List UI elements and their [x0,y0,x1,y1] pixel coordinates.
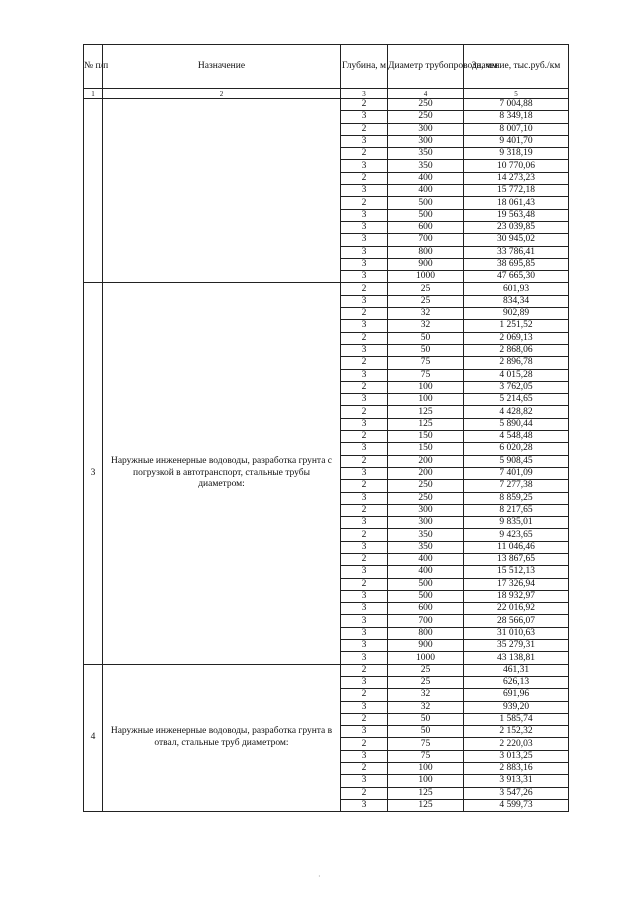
depth-cell: 3 [341,369,388,381]
value-cell: 23 039,85 [464,221,569,233]
value-cell: 17 326,94 [464,578,569,590]
value-cell: 2 152,32 [464,726,569,738]
purpose-description: Наружные инженерные водоводы, разработка грунта в отвал, стальные труб диаметром: [103,664,341,812]
depth-cell: 3 [341,135,388,147]
depth-cell: 3 [341,320,388,332]
diameter-cell: 50 [388,344,464,356]
depth-cell: 3 [341,258,388,270]
depth-cell: 3 [341,295,388,307]
value-cell: 1 585,74 [464,713,569,725]
header-value: Значение, тыс.руб./км [464,45,569,89]
diameter-cell: 350 [388,529,464,541]
value-cell: 4 548,48 [464,431,569,443]
value-cell: 939,20 [464,701,569,713]
diameter-cell: 75 [388,738,464,750]
diameter-cell: 400 [388,553,464,565]
purpose-description [103,99,341,283]
depth-cell: 3 [341,394,388,406]
diameter-cell: 400 [388,185,464,197]
value-cell: 28 566,07 [464,615,569,627]
diameter-cell: 400 [388,172,464,184]
depth-cell: 2 [341,763,388,775]
value-cell: 30 945,02 [464,234,569,246]
column-index: 1 [84,89,103,99]
value-cell: 4 428,82 [464,406,569,418]
value-cell: 461,31 [464,664,569,676]
value-cell: 3 547,26 [464,787,569,799]
value-cell: 2 868,06 [464,344,569,356]
depth-cell: 2 [341,148,388,160]
diameter-cell: 200 [388,455,464,467]
depth-cell: 3 [341,185,388,197]
depth-cell: 2 [341,283,388,295]
value-cell: 31 010,63 [464,627,569,639]
value-cell: 8 349,18 [464,111,569,123]
diameter-cell: 25 [388,283,464,295]
value-cell: 3 913,31 [464,775,569,787]
diameter-cell: 200 [388,467,464,479]
depth-cell: 3 [341,221,388,233]
value-cell: 601,93 [464,283,569,295]
diameter-cell: 1000 [388,652,464,664]
value-cell: 626,13 [464,676,569,688]
column-index: 4 [388,89,464,99]
depth-cell: 3 [341,541,388,553]
value-cell: 19 563,48 [464,209,569,221]
diameter-cell: 1000 [388,271,464,283]
value-cell: 18 061,43 [464,197,569,209]
value-cell: 14 273,23 [464,172,569,184]
diameter-cell: 350 [388,541,464,553]
header-depth: Глубина, м [341,45,388,89]
footer-mark: · [318,872,321,881]
value-cell: 9 401,70 [464,135,569,147]
diameter-cell: 50 [388,713,464,725]
table-row [84,664,569,676]
depth-cell: 3 [341,627,388,639]
diameter-cell: 100 [388,763,464,775]
diameter-cell: 300 [388,123,464,135]
depth-cell: 3 [341,443,388,455]
diameter-cell: 800 [388,627,464,639]
depth-cell: 2 [341,172,388,184]
diameter-cell: 500 [388,590,464,602]
diameter-cell: 125 [388,787,464,799]
value-cell: 7 277,38 [464,480,569,492]
depth-cell: 2 [341,357,388,369]
diameter-cell: 25 [388,295,464,307]
diameter-cell: 125 [388,799,464,811]
value-cell: 2 220,03 [464,738,569,750]
diameter-cell: 500 [388,197,464,209]
diameter-cell: 25 [388,664,464,676]
diameter-cell: 100 [388,394,464,406]
value-cell: 2 896,78 [464,357,569,369]
value-cell: 3 762,05 [464,381,569,393]
diameter-cell: 250 [388,99,464,111]
diameter-cell: 500 [388,209,464,221]
value-cell: 5 908,45 [464,455,569,467]
diameter-cell: 50 [388,726,464,738]
value-cell: 8 859,25 [464,492,569,504]
value-cell: 9 318,19 [464,148,569,160]
depth-cell: 2 [341,332,388,344]
value-cell: 5 214,65 [464,394,569,406]
depth-cell: 2 [341,431,388,443]
diameter-cell: 700 [388,615,464,627]
depth-cell: 3 [341,418,388,430]
value-cell: 33 786,41 [464,246,569,258]
depth-cell: 2 [341,123,388,135]
diameter-cell: 300 [388,504,464,516]
diameter-cell: 150 [388,443,464,455]
depth-cell: 3 [341,344,388,356]
depth-cell: 2 [341,553,388,565]
value-cell: 4 015,28 [464,369,569,381]
diameter-cell: 32 [388,320,464,332]
diameter-cell: 250 [388,480,464,492]
column-index: 3 [341,89,388,99]
value-cell: 9 423,65 [464,529,569,541]
depth-cell: 2 [341,738,388,750]
depth-cell: 3 [341,209,388,221]
depth-cell: 2 [341,381,388,393]
depth-cell: 2 [341,308,388,320]
diameter-cell: 500 [388,578,464,590]
diameter-cell: 350 [388,160,464,172]
header-row [84,45,569,89]
diameter-cell: 125 [388,418,464,430]
purpose-description: Наружные инженерные водоводы, разработка грунта с погрузкой в автотранспорт, стальные трубы диаметром: [103,283,341,664]
depth-cell: 3 [341,111,388,123]
value-cell: 35 279,31 [464,640,569,652]
depth-cell: 3 [341,246,388,258]
depth-cell: 3 [341,271,388,283]
row-number [84,99,103,283]
depth-cell: 3 [341,234,388,246]
value-cell: 2 069,13 [464,332,569,344]
diameter-cell: 400 [388,566,464,578]
row-number: 4 [84,664,103,812]
value-cell: 6 020,28 [464,443,569,455]
diameter-cell: 250 [388,492,464,504]
diameter-cell: 100 [388,775,464,787]
value-cell: 15 772,18 [464,185,569,197]
depth-cell: 3 [341,799,388,811]
depth-cell: 3 [341,566,388,578]
depth-cell: 2 [341,99,388,111]
depth-cell: 3 [341,492,388,504]
depth-cell: 3 [341,726,388,738]
depth-cell: 3 [341,517,388,529]
table-row [84,283,569,295]
diameter-cell: 600 [388,603,464,615]
diameter-cell: 25 [388,676,464,688]
depth-cell: 2 [341,197,388,209]
diameter-cell: 800 [388,246,464,258]
depth-cell: 2 [341,406,388,418]
depth-cell: 3 [341,615,388,627]
value-cell: 43 138,81 [464,652,569,664]
tariff-table [83,44,569,812]
column-index: 2 [103,89,341,99]
value-cell: 902,89 [464,308,569,320]
depth-cell: 2 [341,689,388,701]
diameter-cell: 32 [388,701,464,713]
value-cell: 15 512,13 [464,566,569,578]
diameter-cell: 600 [388,221,464,233]
depth-cell: 2 [341,529,388,541]
diameter-cell: 700 [388,234,464,246]
value-cell: 691,96 [464,689,569,701]
value-cell: 5 890,44 [464,418,569,430]
depth-cell: 2 [341,504,388,516]
value-cell: 7 004,88 [464,99,569,111]
diameter-cell: 300 [388,135,464,147]
diameter-cell: 350 [388,148,464,160]
header-diameter: Диаметр трубопровода, мм [388,45,464,89]
value-cell: 2 883,16 [464,763,569,775]
header-purpose: Назначение [103,45,341,89]
depth-cell: 3 [341,676,388,688]
value-cell: 8 217,65 [464,504,569,516]
depth-cell: 3 [341,701,388,713]
diameter-cell: 50 [388,332,464,344]
depth-cell: 2 [341,787,388,799]
column-index: 5 [464,89,569,99]
diameter-cell: 900 [388,258,464,270]
value-cell: 18 932,97 [464,590,569,602]
depth-cell: 2 [341,455,388,467]
depth-cell: 2 [341,578,388,590]
diameter-cell: 75 [388,369,464,381]
depth-cell: 3 [341,640,388,652]
header-number: № п/п [84,45,103,89]
depth-cell: 3 [341,603,388,615]
value-cell: 7 401,09 [464,467,569,479]
value-cell: 22 016,92 [464,603,569,615]
value-cell: 834,34 [464,295,569,307]
diameter-cell: 900 [388,640,464,652]
table-row [84,99,569,111]
diameter-cell: 32 [388,689,464,701]
depth-cell: 2 [341,664,388,676]
diameter-cell: 75 [388,750,464,762]
value-cell: 13 867,65 [464,553,569,565]
diameter-cell: 100 [388,381,464,393]
value-cell: 8 007,10 [464,123,569,135]
diameter-cell: 125 [388,406,464,418]
value-cell: 3 013,25 [464,750,569,762]
value-cell: 11 046,46 [464,541,569,553]
diameter-cell: 300 [388,517,464,529]
depth-cell: 3 [341,775,388,787]
row-number: 3 [84,283,103,664]
depth-cell: 3 [341,160,388,172]
depth-cell: 2 [341,713,388,725]
value-cell: 1 251,52 [464,320,569,332]
diameter-cell: 250 [388,111,464,123]
value-cell: 10 770,06 [464,160,569,172]
diameter-cell: 150 [388,431,464,443]
depth-cell: 3 [341,750,388,762]
depth-cell: 3 [341,652,388,664]
depth-cell: 2 [341,480,388,492]
depth-cell: 3 [341,590,388,602]
diameter-cell: 32 [388,308,464,320]
value-cell: 9 835,01 [464,517,569,529]
diameter-cell: 75 [388,357,464,369]
value-cell: 38 695,85 [464,258,569,270]
value-cell: 4 599,73 [464,799,569,811]
value-cell: 47 665,30 [464,271,569,283]
depth-cell: 3 [341,467,388,479]
column-index-row [84,89,569,99]
